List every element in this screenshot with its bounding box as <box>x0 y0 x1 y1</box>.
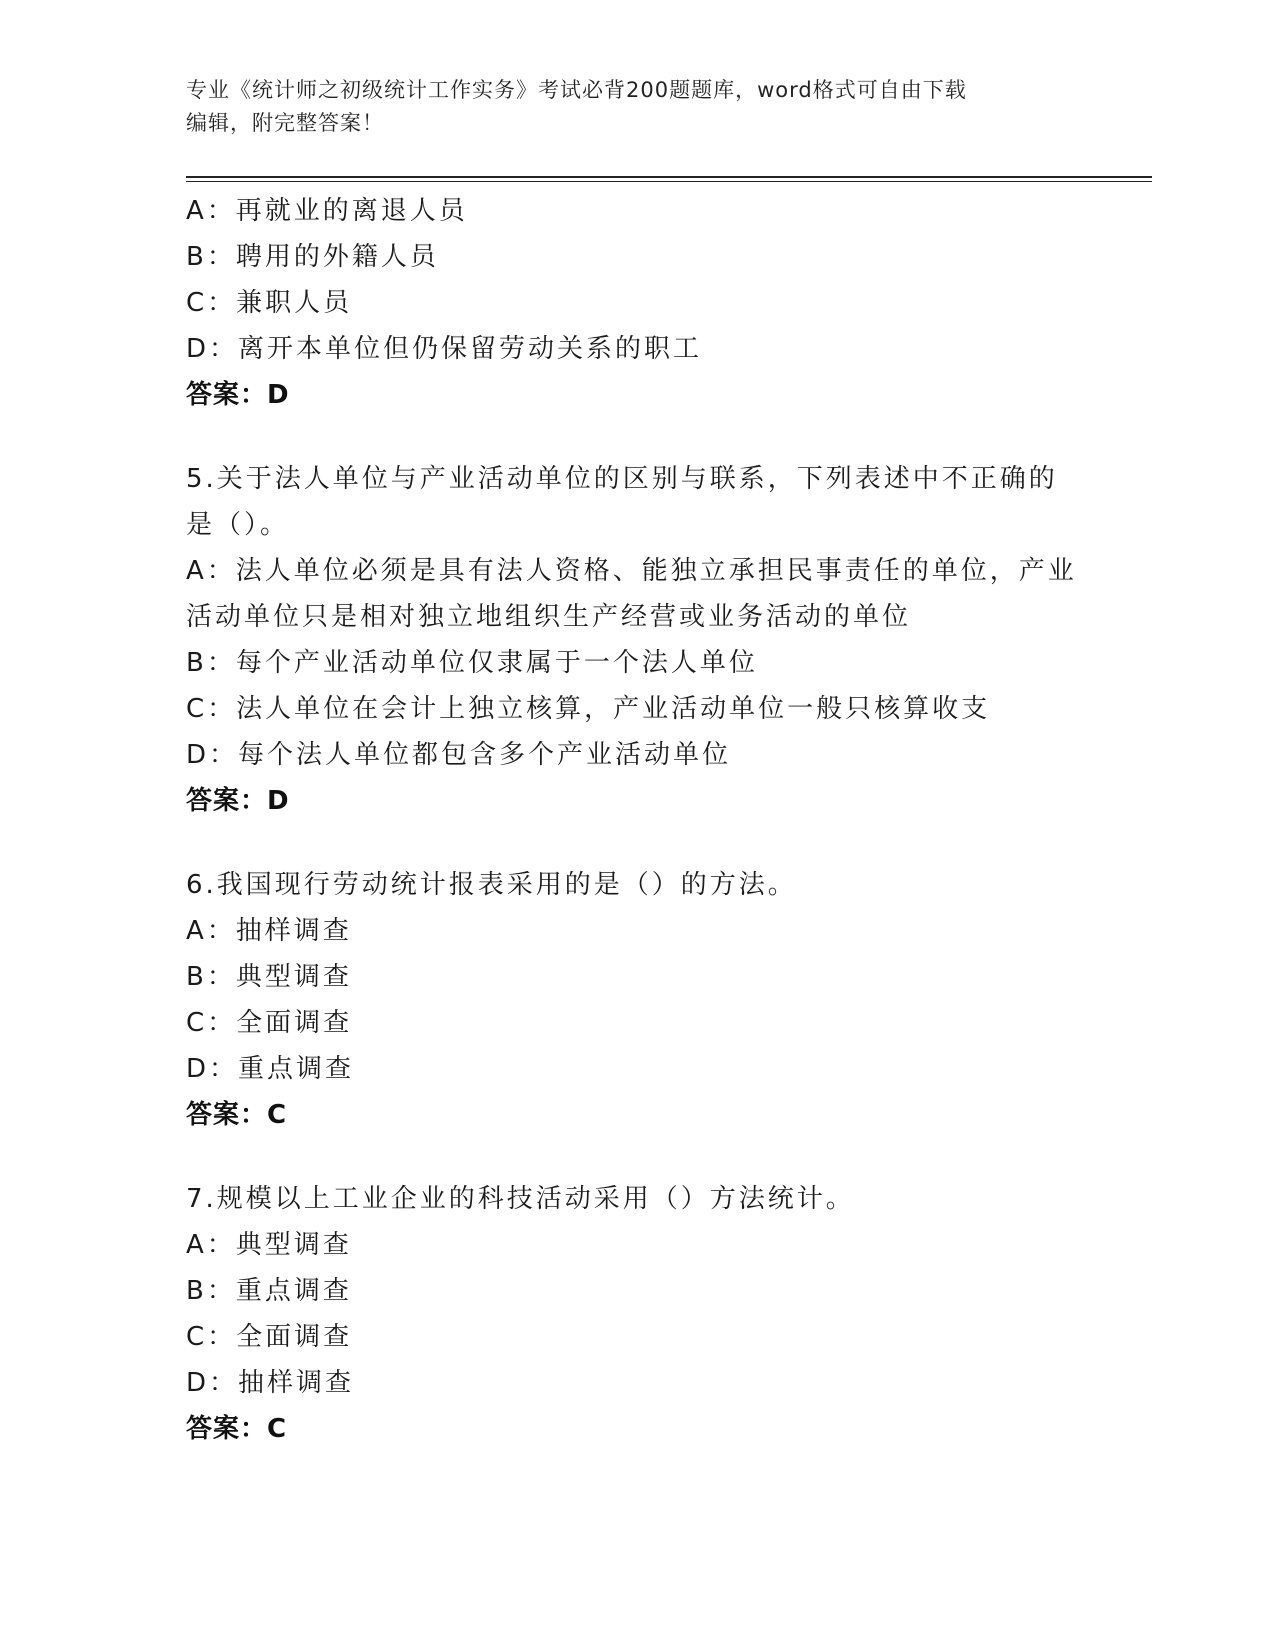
question-text-cont: 是（）。 <box>186 510 290 540</box>
option-c: C：兼职人员 <box>186 288 353 318</box>
header-line-2: 编辑，附完整答案！ <box>186 111 384 135</box>
header-line-1: 专业《统计师之初级统计工作实务》考试必背200题题库，word格式可自由下载 <box>186 78 967 102</box>
option-a: A：抽样调查 <box>186 916 352 946</box>
option-c: C：全面调查 <box>186 1008 353 1038</box>
header-rule-thick <box>186 176 1152 178</box>
answer-text: 答案：D <box>186 380 290 410</box>
question-block <box>186 456 1086 824</box>
option-c: C：全面调查 <box>186 1322 353 1352</box>
option-d: D：重点调查 <box>186 1054 355 1084</box>
question-text: 6.我国现行劳动统计报表采用的是（）的方法。 <box>186 870 797 900</box>
option-a: A：法人单位必须是具有法人资格、能独立承担民事责任的单位，产业 <box>186 556 1077 586</box>
option-b: B：聘用的外籍人员 <box>186 242 439 272</box>
option-d: D：抽样调查 <box>186 1368 355 1398</box>
answer-text: 答案：D <box>186 786 290 816</box>
answer-text: 答案：C <box>186 1100 288 1130</box>
option-b: B：每个产业活动单位仅隶属于一个法人单位 <box>186 648 758 678</box>
option-a: A：再就业的离退人员 <box>186 196 468 226</box>
question-block <box>186 1176 1086 1452</box>
option-a-cont: 活动单位只是相对独立地组织生产经营或业务活动的单位 <box>186 602 912 632</box>
option-d: D：离开本单位但仍保留劳动关系的职工 <box>186 334 703 364</box>
question-block <box>186 862 1086 1138</box>
option-b: B：典型调查 <box>186 962 352 992</box>
question-block <box>186 188 1086 418</box>
answer-text: 答案：C <box>186 1414 288 1444</box>
option-a: A：典型调查 <box>186 1230 352 1260</box>
question-text: 7.规模以上工业企业的科技活动采用（）方法统计。 <box>186 1184 855 1214</box>
question-list <box>186 188 1086 1452</box>
question-text: 5.关于法人单位与产业活动单位的区别与联系，下列表述中不正确的 <box>186 464 1058 494</box>
option-c: C：法人单位在会计上独立核算，产业活动单位一般只核算收支 <box>186 694 991 724</box>
option-d: D：每个法人单位都包含多个产业活动单位 <box>186 740 732 770</box>
header-rule-thin <box>186 181 1152 182</box>
option-b: B：重点调查 <box>186 1276 352 1306</box>
document-header <box>186 74 1086 140</box>
